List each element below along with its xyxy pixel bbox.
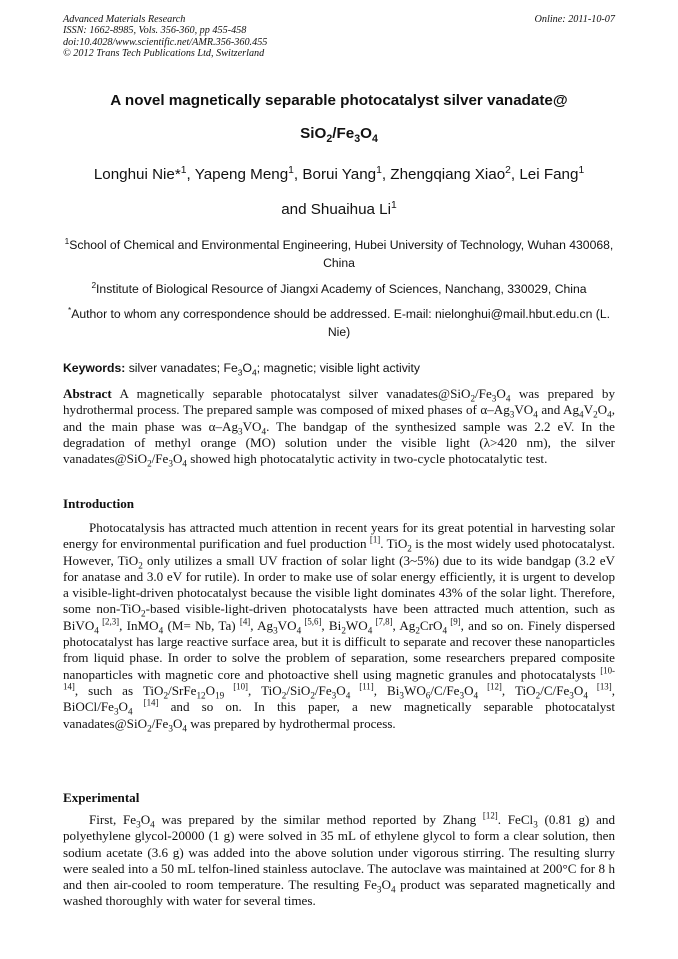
affiliation-1: $^1$School of Chemical and Environmental Engineering, Hubei University of Technology, Wuhan 430068, China <box>64 235 614 270</box>
experimental-paragraph: First, $Fe_3O_4$ was prepared by the similar method reported by Zhang [12]. FeCl$_3$ (0.81 g) and polyethylene glycol-20000 (1 g) were solved in 35 mL of ethylene glycol to form a clear solution, then sodium acetate (3.6 g) was added into the above solution under vigorous stirring. The resulting slurry were sealed into a 50 mL telfon-lined stainless autoclave. The autoclave was maintained at 200°C for 8 h and then air-cooled to room temperature. The resulting $Fe_3O_4$ product was separated magnetically and washed thoroughly with water for several times. <box>63 810 615 909</box>
paper-title-line2: $SiO_2/Fe_3O_4$ <box>300 125 378 146</box>
journal-name: Advanced Materials Research <box>63 14 186 25</box>
abstract-label: Abstract <box>63 386 112 401</box>
paper-title-line1: A novel magnetically separable photocatalyst silver vanadate@ <box>110 92 568 109</box>
section-heading-introduction: Introduction <box>63 496 135 511</box>
affiliation-2: $^2$Institute of Biological Resource of Jiangxi Academy of Sciences, Nanchang, 330029, China <box>91 279 587 296</box>
journal-header <box>63 14 267 60</box>
author-list-line2: and Shuaihua Li$^1$ <box>281 199 397 218</box>
journal-issn: ISSN: 1662-8985, Vols. 356-360, pp 455-458 <box>63 25 247 37</box>
corresponding-author: *Author to whom any correspondence should be addressed. E-mail: nielonghui@mail.hbut.edu.cn (L. Nie) <box>67 304 610 339</box>
journal-doi: doi:10.4028/www.scientific.net/AMR.356-360.455 <box>63 36 268 48</box>
journal-copyright: © 2012 Trans Tech Publications Ltd, Switzerland <box>63 48 265 60</box>
abstract: Abstract A magnetically separable photocatalyst silver $vanadates@SiO_2/Fe_3O_4$ was prepared by hydrothermal process. The prepared sample was composed of mixed phases of $\alpha-Ag_3VO_4$ and $Ag_4V_2O_4$, and the main phase was $\alpha-Ag_3VO_4$. The bandgap of the synthesized sample was 2.2 eV. In the degradation of methyl orange (MO) solution under the visible light (λ>420 nm), the silver $vanadates@SiO_2/Fe_3O_4$ showed high photocatalytic activity in two-cycle photocatalytic test. <box>63 386 616 469</box>
online-date: Online: 2011-10-07 <box>534 14 615 25</box>
introduction-paragraph: Photocatalysis has attracted much attention in recent years for its great potential in harvesting solar energy for environmental purification and fuel production [1]. TiO$_2$ is the most widely used photocatalyst. However, TiO$_2$ only utilizes a small UV fraction of solar light (3~5%) due to its wide bandgap (3.2 eV for anatase and 3.0 eV for rutile). In order to make use of solar energy efficiently, it is urgent to develop a visible-light-driven photocatalyst because the visible light dominates 43% of the solar light. Therefore, some non-TiO$_2$-based visible-light-driven photocatalysts have been attracted much attention, such as BiVO$_4$ [2,3], InMO$_4$ (M= Nb, Ta) [4], $Ag_3VO_4$ [5,6], $Bi_2WO_4$ [7,8], $Ag_2CrO_4$ [9], and so on. Finely dispersed photocatalyst has large reactive surface area, but it is difficult to separate and recover these nanoparticles from liquid phase. In order to solve the problem of separation, some researchers prepared composite nanoparticles with magnetic core and photoactive shell using magnetic granules and photocatalysts [10-14], such as $TiO_2/SrFe_{12}O_{19}$ [10], $TiO_2/SiO_2/Fe_3O_4$ [11], $Bi_3WO_6/C/Fe_3O_4$ [12], $TiO_2/C/Fe_3O_4$ [13], BiOCl/$Fe_3O_4$ [14] and so on. In this paper, a new magnetically separable photocatalyst $vanadates@SiO_2/Fe_3O_4$ was prepared by hydrothermal process. <box>63 520 615 734</box>
author-list-line1: Longhui Nie*$^1$, Yapeng Meng$^1$, Borui Yang$^1$, Zhengqiang Xiao$^2$, Lei Fang$^1$ <box>93 164 585 183</box>
keywords: Keywords: silver vanadates; $Fe_3O_4$; magnetic; visible light activity <box>63 361 420 378</box>
section-heading-experimental: Experimental <box>63 790 140 805</box>
